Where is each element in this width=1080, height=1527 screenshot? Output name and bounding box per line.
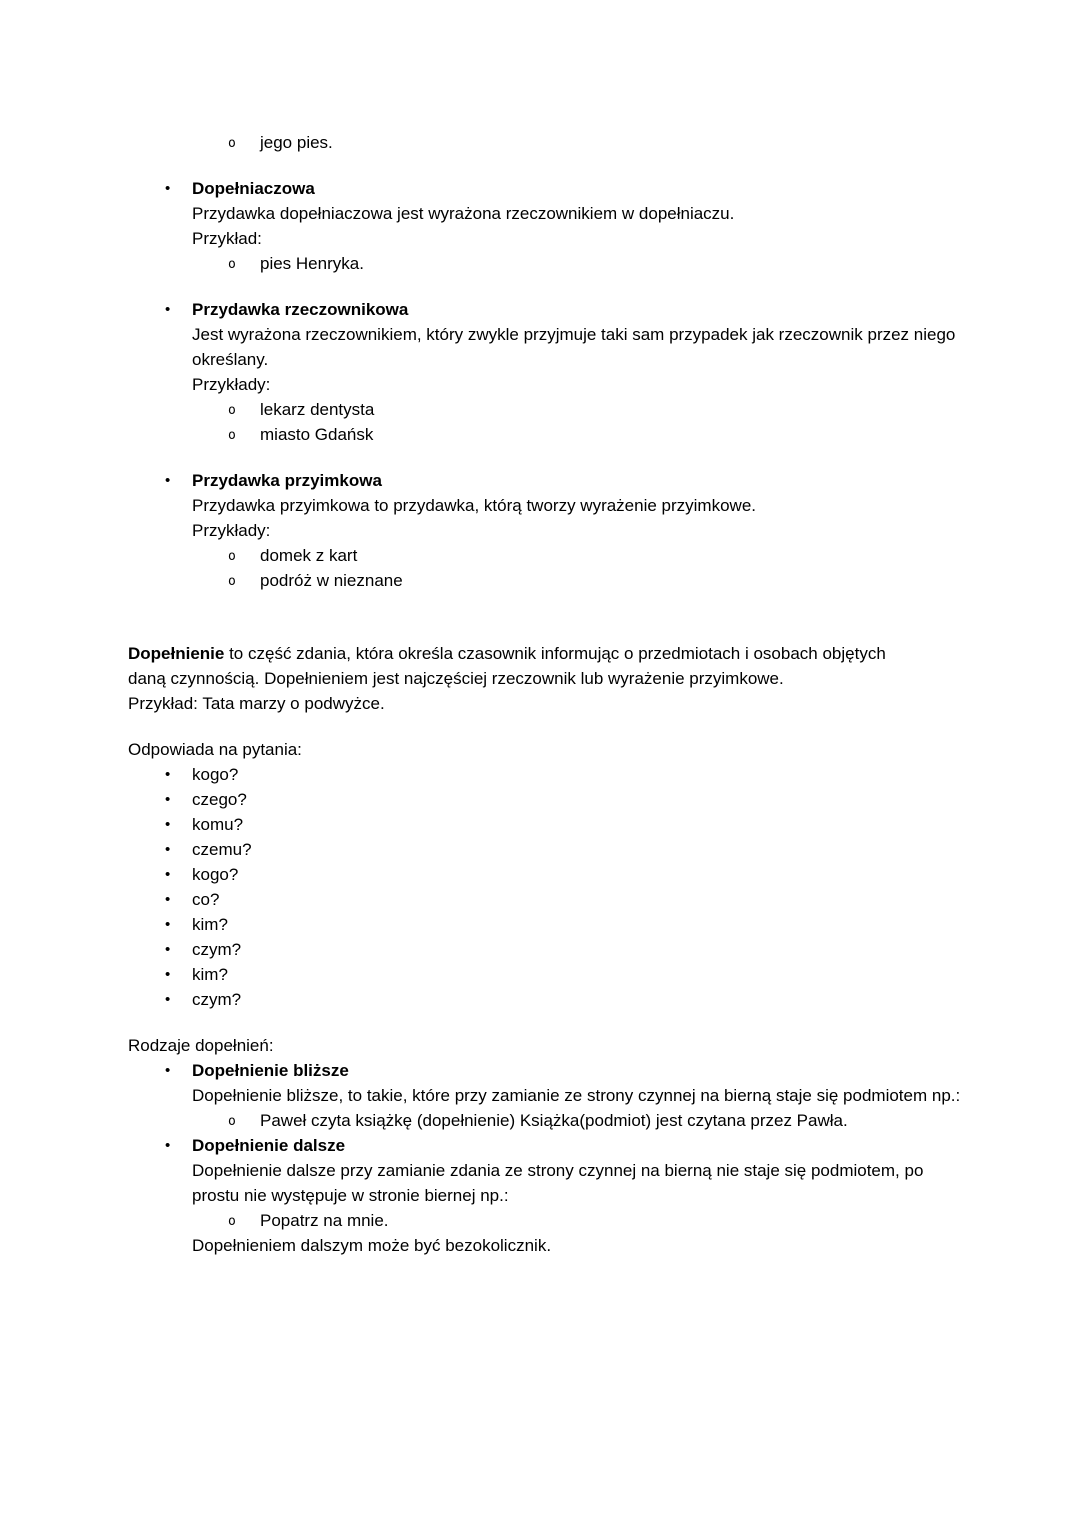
- dopelnienie-definition: [128, 641, 928, 691]
- example-text: Paweł czyta książkę (dopełnienie) Książka(podmiot) jest czytana przez Pawła.: [260, 1111, 848, 1130]
- examples-label: Przykład:: [192, 229, 262, 248]
- question-text: czemu?: [192, 840, 252, 859]
- section-description: Jest wyrażona rzeczownikiem, który zwykle przyjmuje taki sam przypadek jak rzeczownik przez niego określany.: [192, 325, 956, 369]
- section-heading-row: [128, 468, 970, 493]
- section-title: Przydawka przyimkowa: [192, 471, 382, 490]
- question-item: [128, 912, 970, 937]
- examples-label: Przykłady:: [192, 375, 271, 394]
- example-text: domek z kart: [260, 546, 358, 565]
- bullet-icon: •: [165, 966, 171, 983]
- type-description: Dopełnienie dalsze przy zamianie zdania ze strony czynnej na bierną nie staje się podmiotem, po prostu nie występuje w stronie biernej np.:: [192, 1161, 924, 1205]
- example-item: [128, 1208, 970, 1233]
- type-title: Dopełnienie dalsze: [192, 1136, 346, 1155]
- question-item: [128, 862, 970, 887]
- circle-bullet-icon: o: [228, 257, 236, 272]
- question-text: czym?: [192, 990, 242, 1009]
- section-title: Przydawka rzeczownikowa: [192, 300, 409, 319]
- bullet-icon: •: [165, 472, 171, 489]
- question-text: kogo?: [192, 765, 239, 784]
- section-przyimkowa: [128, 468, 970, 593]
- question-item: [128, 762, 970, 787]
- section-description: Przydawka przyimkowa to przydawka, którą tworzy wyrażenie przyimkowe.: [192, 496, 757, 515]
- circle-bullet-icon: o: [228, 428, 236, 443]
- bullet-icon: •: [165, 891, 171, 908]
- example-text: Popatrz na mnie.: [260, 1211, 389, 1230]
- section-heading-row: [128, 297, 970, 322]
- example-text: lekarz dentysta: [260, 400, 375, 419]
- example-item: [128, 568, 970, 593]
- types-block: [128, 1033, 970, 1258]
- question-item: [128, 937, 970, 962]
- example-text: pies Henryka.: [260, 254, 364, 273]
- question-item: [128, 962, 970, 987]
- bullet-icon: •: [165, 180, 171, 197]
- bullet-icon: •: [165, 1062, 171, 1079]
- bullet-icon: •: [165, 916, 171, 933]
- list-item-text: jego pies.: [260, 133, 333, 152]
- example-item: [128, 251, 970, 276]
- example-text: miasto Gdańsk: [260, 425, 374, 444]
- circle-bullet-icon: o: [228, 1214, 236, 1229]
- bullet-icon: •: [165, 866, 171, 883]
- circle-bullet-icon: o: [228, 136, 236, 151]
- question-text: czego?: [192, 790, 247, 809]
- example-text: podróż w nieznane: [260, 571, 403, 590]
- example-item: [128, 422, 970, 447]
- bullet-icon: •: [165, 1137, 171, 1154]
- types-intro: Rodzaje dopełnień:: [128, 1036, 274, 1055]
- examples-label: Przykłady:: [192, 521, 271, 540]
- type-heading-row: [128, 1133, 970, 1158]
- section-description: Przydawka dopełniaczowa jest wyrażona rzeczownikiem w dopełniaczu.: [192, 204, 735, 223]
- example-item: [128, 1108, 970, 1133]
- type-dalsze: [128, 1133, 970, 1258]
- questions-block: [128, 737, 970, 1012]
- question-text: czym?: [192, 940, 242, 959]
- term: Dopełnienie: [128, 644, 225, 663]
- section-dopelniaczowa: [128, 176, 970, 276]
- question-text: kim?: [192, 965, 228, 984]
- bullet-icon: •: [165, 841, 171, 858]
- bullet-icon: •: [165, 766, 171, 783]
- section-title: Dopełniaczowa: [192, 179, 315, 198]
- bullet-icon: •: [165, 301, 171, 318]
- type-description: Dopełnienie bliższe, to takie, które przy zamianie ze strony czynnej na bierną staje się podmiotem np.:: [192, 1086, 961, 1105]
- questions-intro: Odpowiada na pytania:: [128, 740, 302, 759]
- type-heading-row: [128, 1058, 970, 1083]
- definition-text: to część zdania, która określa czasownik informując o przedmiotach i osobach objętych daną czynnością. Dopełnieniem jest najczęściej rzeczownik lub wyrażenie przyimkowe.: [128, 644, 886, 688]
- question-item: [128, 887, 970, 912]
- question-item: [128, 987, 970, 1012]
- question-text: komu?: [192, 815, 244, 834]
- section-rzeczownikowa: [128, 297, 970, 447]
- circle-bullet-icon: o: [228, 1114, 236, 1129]
- question-item: [128, 787, 970, 812]
- question-text: kogo?: [192, 865, 239, 884]
- bullet-icon: •: [165, 791, 171, 808]
- question-item: [128, 837, 970, 862]
- definition-example-line: Przykład: Tata marzy o podwyżce.: [128, 694, 385, 713]
- question-text: co?: [192, 890, 220, 909]
- circle-bullet-icon: o: [228, 574, 236, 589]
- type-note: Dopełnieniem dalszym może być bezokolicznik.: [192, 1236, 552, 1255]
- circle-bullet-icon: o: [228, 549, 236, 564]
- section-heading-row: [128, 176, 970, 201]
- question-text: kim?: [192, 915, 228, 934]
- type-blizsze: [128, 1058, 970, 1133]
- bullet-icon: •: [165, 941, 171, 958]
- question-item: [128, 812, 970, 837]
- type-title: Dopełnienie bliższe: [192, 1061, 349, 1080]
- example-item: [128, 397, 970, 422]
- example-item: [128, 543, 970, 568]
- list-item: [128, 130, 970, 155]
- bullet-icon: •: [165, 816, 171, 833]
- bullet-icon: •: [165, 991, 171, 1008]
- circle-bullet-icon: o: [228, 403, 236, 418]
